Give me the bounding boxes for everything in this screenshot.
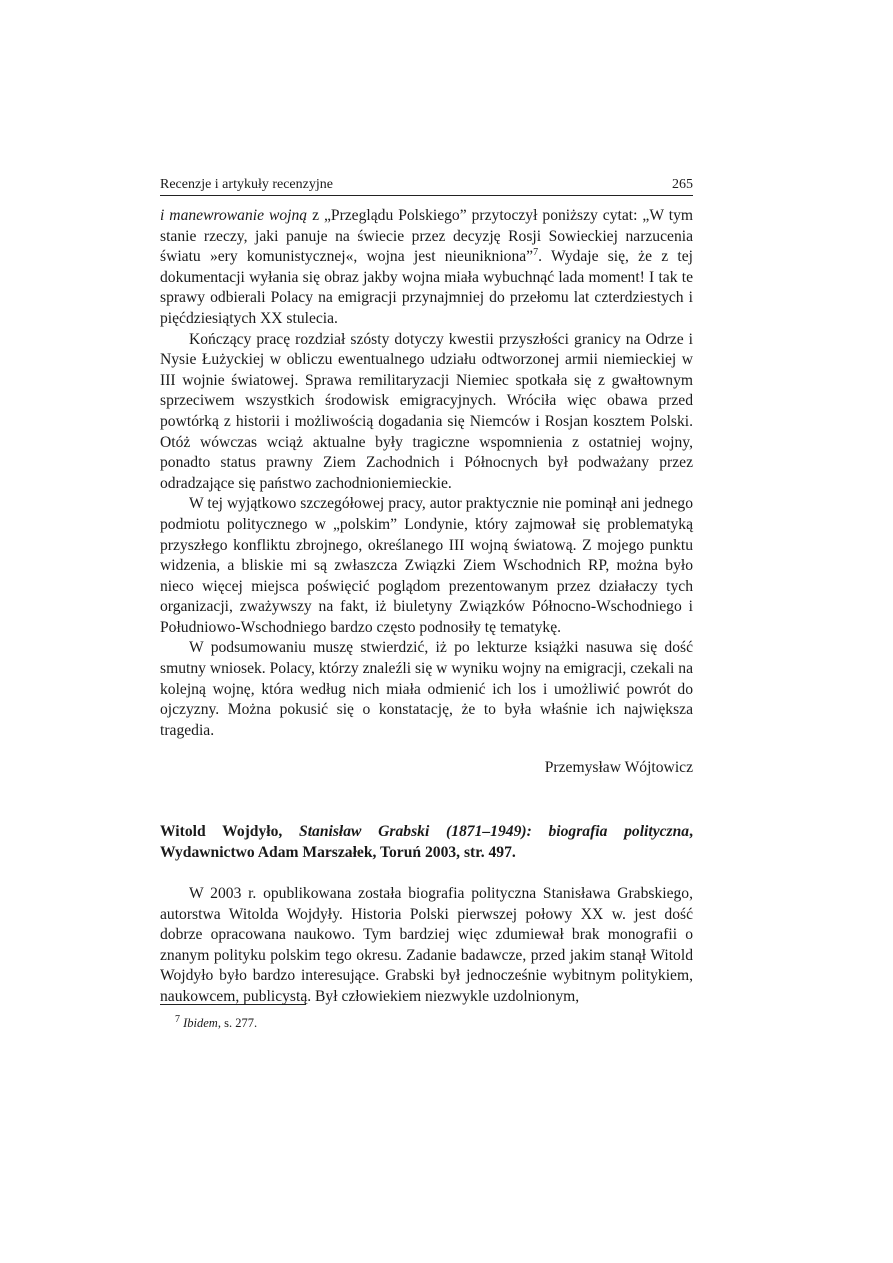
footnote-divider (160, 1004, 306, 1005)
footnote-number: 7 (175, 1013, 180, 1025)
running-header (160, 177, 693, 196)
reviewed-book-citation (160, 821, 693, 863)
paragraph-3: W tej wyjątkowo szczegółowej pracy, autor praktycznie nie pominął ani jednego podmiotu politycznego w „polskim” Londynie, który zajmował się problematyką przyszłego konfliktu zbrojnego, określanego III wojną światową. Z mojego punktu widzenia, a bliskie mi są zwłaszcza Związki Ziem Wschodnich RP, można było nieco więcej miejsca poświęcić poglądom prezentowanym przez działaczy tych organizacji, zważywszy na fakt, iż biuletyny Związków Północno-Wschodniego i Południowo-Wschodniego bardzo często podnosiły tę tematykę. (160, 495, 693, 636)
italic-phrase: i manewrowanie wojną (160, 207, 308, 224)
paragraph-2: Kończący pracę rozdział szósty dotyczy kwestii przyszłości granicy na Odrze i Nysie Łużyckiej w obliczu ewentualnego udziału odtworzonej armii niemieckiej w III wojnie światowej. Sprawa remilitaryzacji Niemiec spotkała się z gwałtownym sprzeciwem wszystkich środowisk emigracyjnych. Wróciła więc obawa przed powtórką z historii i możliwością dogadania się Niemców i Rosjan kosztem Polski. Otóż wówczas wciąż aktualne były tragiczne wspomnienia z ostatniej wojny, ponadto status prawny Ziem Zachodnich i Północnych był podważany przez odradzające się państwo zachodnioniemieckie. (160, 330, 693, 492)
footnote (175, 1013, 258, 1031)
paragraph-1 (160, 206, 693, 330)
paragraph-1-text: z „Przeglądu Polskiego” przytoczył poniższy cytat: „W tym stanie rzeczy, jaki panuje na świecie przez decyzję Rosji Sowieckiej narzucenia światu »ery komunistycznej«, wojna jest nieunikniona” (160, 207, 693, 266)
page-body (160, 206, 693, 1008)
paragraph-5: W 2003 r. opublikowana została biografia polityczna Stanisława Grabskiego, autorstwa Witolda Wojdyły. Historia Polski pierwszej połowy XX w. jest dość dobrze opracowana naukowo. Tym bardziej więc zdumiewał brak monografii o znanym polityku polskim tego okresu. Zadanie badawcze, przed jakim stanął Witold Wojdyło było bardzo interesujące. Grabski był jednocześnie wybitnym politykiem, naukowcem, publicystą. Był człowiekiem niezwykle uzdolnionym, (160, 885, 693, 1005)
book-author: Witold Wojdyło, (160, 823, 300, 841)
footnote-reference[interactable]: 7 (533, 247, 539, 258)
page-number: 265 (672, 177, 693, 192)
paragraph-4: W podsumowaniu muszę stwierdzić, iż po lekturze książki nasuwa się dość smutny wniosek. Polacy, którzy znaleźli się w wyniku wojny na emigracji, czekali na kolejną wojnę, która według nich miała odmienić ich los i umożliwić powrót do ojczyzny. Można pokusić się o konstatację, że to była właśnie ich największa tragedia. (160, 639, 693, 739)
section-title: Recenzje i artykuły recenzyjne (160, 177, 333, 192)
book-title: Stanisław Grabski (1871–1949): biografia polityczna (299, 823, 690, 841)
paragraph-1-text-after: . Wydaje się, że z tej dokumentacji wyłania się obraz jakby wojna miała wybuchnąć lada moment! I tak te sprawy odbierali Polacy na emigracji przynajmniej do przełomu lat czterdziestych i pięćdziesiątych XX stulecia. (160, 248, 693, 327)
footnote-italic: Ibidem (183, 1016, 218, 1030)
book-publisher: , Wydawnictwo Adam Marszałek, Toruń 2003, str. 497. (160, 823, 693, 862)
reviewer-signature: Przemysław Wójtowicz (544, 759, 693, 777)
footnote-text: , s. 277. (217, 1016, 258, 1030)
